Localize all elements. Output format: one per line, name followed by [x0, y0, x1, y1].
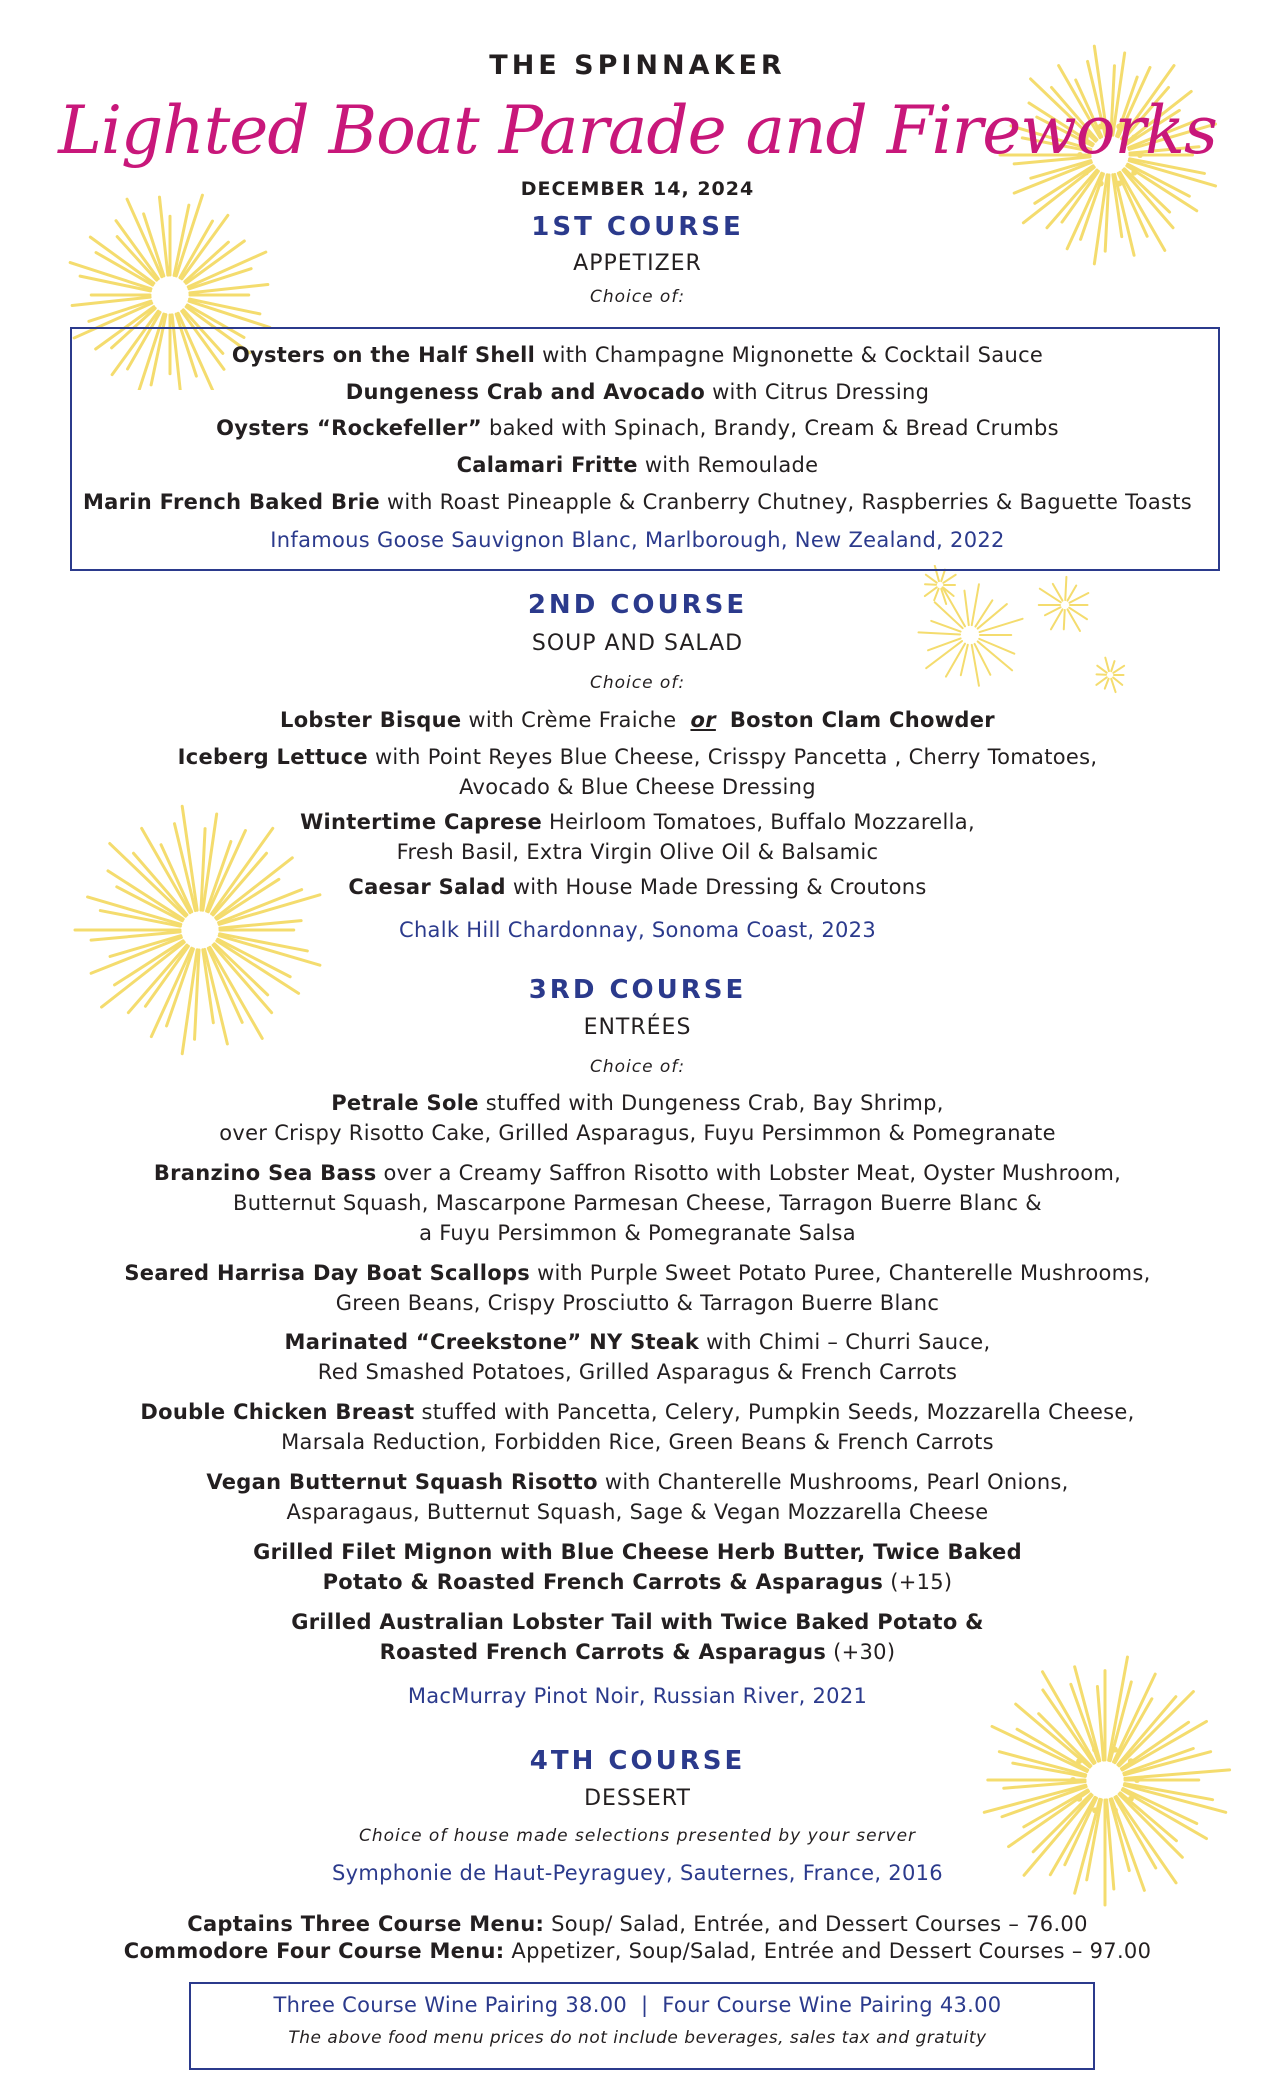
item-name: Caesar Salad — [348, 875, 506, 899]
wine-pairing-prices: Three Course Wine Pairing 38.00 | Four Course Wine Pairing 43.00 — [273, 1993, 1002, 2017]
course2-wine: Chalk Hill Chardonnay, Sonoma Coast, 2023 — [398, 918, 877, 942]
course4-wine: Symphonie de Haut-Peyraguey, Sauternes, France, 2016 — [332, 1861, 943, 1885]
item-desc: baked with Spinach, Brandy, Cream & Bread Crumbs — [481, 416, 1059, 440]
entree-item — [0, 1397, 1275, 1457]
bisque-name: Lobster Bisque — [280, 708, 462, 732]
course2-title: 2ND COURSE — [527, 590, 748, 620]
salad-item — [0, 872, 1275, 902]
appetizer-item — [0, 413, 1275, 443]
event-date: DECEMBER 14, 2024 — [520, 178, 755, 200]
item-desc: with Chimi – Churri Sauce, — [699, 1330, 991, 1354]
item-desc-line2: Marsala Reduction, Forbidden Rice, Green Beans & French Carrots — [281, 1430, 994, 1454]
item-desc-line2: Butternut Squash, Mascarpone Parmesan Cheese, Tarragon Buerre Blanc & — [233, 1191, 1042, 1215]
item-desc: with Purple Sweet Potato Puree, Chanterelle Mushrooms, — [530, 1261, 1151, 1285]
event-title: Lighted Boat Parade and Fireworks — [58, 92, 1217, 169]
entree-item — [0, 1158, 1275, 1248]
item-name: Petrale Sole — [331, 1091, 479, 1115]
filet-price: (+15) — [883, 1570, 953, 1594]
item-desc: stuffed with Pancetta, Celery, Pumpkin Seeds, Mozzarella Cheese, — [414, 1400, 1135, 1424]
lobster-line2: Roasted French Carrots & Asparagus — [379, 1640, 827, 1664]
appetizer-item — [0, 377, 1275, 407]
chowder-name: Boston Clam Chowder — [729, 708, 995, 732]
course4-choice: Choice of house made selections presented by your server — [358, 1826, 917, 1846]
soup-item — [0, 705, 1275, 735]
item-desc: with House Made Dressing & Croutons — [505, 875, 927, 899]
item-desc-line2: Asparagaus, Butternut Squash, Sage & Vegan Mozzarella Cheese — [286, 1500, 989, 1524]
lobster-line1: Grilled Australian Lobster Tail with Twice Baked Potato & — [291, 1610, 984, 1634]
item-desc: with Citrus Dressing — [705, 380, 930, 404]
entree-item — [0, 1327, 1275, 1387]
item-desc: stuffed with Dungeness Crab, Bay Shrimp, — [478, 1091, 944, 1115]
item-name: Branzino Sea Bass — [153, 1161, 377, 1185]
item-desc-line2: Avocado & Blue Cheese Dressing — [459, 775, 816, 799]
captains-desc: Soup/ Salad, Entrée, and Dessert Courses – 76.00 — [544, 1912, 1088, 1936]
item-name: Vegan Butternut Squash Risotto — [206, 1470, 598, 1494]
entree-item-filet — [0, 1537, 1275, 1597]
or-separator: or — [690, 708, 716, 732]
item-name: Marin French Baked Brie — [82, 490, 380, 514]
course3-title: 3RD COURSE — [528, 975, 747, 1005]
item-desc-line3: a Fuyu Persimmon & Pomegranate Salsa — [419, 1221, 856, 1245]
course3-subtitle: ENTRÉES — [583, 1015, 692, 1040]
item-name: Oysters “Rockefeller” — [216, 416, 482, 440]
entree-item — [0, 1088, 1275, 1148]
captains-menu-price — [0, 1909, 1275, 1939]
item-name: Oysters on the Half Shell — [231, 343, 536, 367]
item-desc: with Remoulade — [637, 453, 819, 477]
item-desc-line2: over Crispy Risotto Cake, Grilled Asparagus, Fuyu Persimmon & Pomegranate — [219, 1121, 1056, 1145]
course1-choice: Choice of: — [589, 287, 686, 307]
commodore-menu-price — [0, 1936, 1275, 1966]
bisque-desc: with Crème Fraiche — [461, 708, 677, 732]
course3-choice: Choice of: — [589, 1057, 686, 1077]
item-name: Dungeness Crab and Avocado — [345, 380, 706, 404]
item-desc: with Roast Pineapple & Cranberry Chutney, Raspberries & Baguette Toasts — [379, 490, 1193, 514]
entree-item — [0, 1467, 1275, 1527]
item-name: Calamari Fritte — [456, 453, 638, 477]
item-desc: with Champagne Mignonette & Cocktail Sauce — [535, 343, 1044, 367]
filet-line2: Potato & Roasted French Carrots & Asparagus — [322, 1570, 884, 1594]
course4-subtitle: DESSERT — [584, 1786, 691, 1811]
entree-item-lobster — [0, 1607, 1275, 1667]
course1-subtitle: APPETIZER — [573, 251, 702, 276]
item-name: Iceberg Lettuce — [177, 745, 368, 769]
filet-line1: Grilled Filet Mignon with Blue Cheese Herb Butter, Twice Baked — [253, 1540, 1022, 1564]
appetizer-item — [0, 340, 1275, 370]
captains-label: Captains Three Course Menu: — [187, 1912, 545, 1936]
course2-choice: Choice of: — [589, 673, 686, 693]
item-desc: with Chanterelle Mushrooms, Pearl Onions, — [597, 1470, 1069, 1494]
salad-item — [0, 807, 1275, 867]
course4-title: 4TH COURSE — [529, 1746, 746, 1776]
pricing-disclaimer: The above food menu prices do not include beverages, sales tax and gratuity — [288, 2028, 987, 2048]
commodore-label: Commodore Four Course Menu: — [123, 1939, 505, 1963]
item-name: Seared Harrisa Day Boat Scallops — [124, 1261, 531, 1285]
item-desc-line2: Red Smashed Potatoes, Grilled Asparagus & French Carrots — [317, 1360, 958, 1384]
item-name: Wintertime Caprese — [300, 810, 543, 834]
item-desc-line2: Fresh Basil, Extra Virgin Olive Oil & Balsamic — [396, 840, 879, 864]
commodore-desc: Appetizer, Soup/Salad, Entrée and Dessert Courses – 97.00 — [504, 1939, 1152, 1963]
course2-subtitle: SOUP AND SALAD — [531, 631, 744, 656]
item-desc: Heirloom Tomatoes, Buffalo Mozzarella, — [542, 810, 975, 834]
item-desc-line2: Green Beans, Crispy Prosciutto & Tarragon Buerre Blanc — [335, 1291, 940, 1315]
item-name: Double Chicken Breast — [140, 1400, 415, 1424]
course3-wine: MacMurray Pinot Noir, Russian River, 2021 — [407, 1684, 868, 1708]
lobster-price: (+30) — [826, 1640, 896, 1664]
item-desc: with Point Reyes Blue Cheese, Crisspy Pancetta , Cherry Tomatoes, — [367, 745, 1098, 769]
appetizer-item — [0, 487, 1275, 517]
salad-item — [0, 742, 1275, 802]
appetizer-item — [0, 450, 1275, 480]
course1-wine: Infamous Goose Sauvignon Blanc, Marlborough, New Zealand, 2022 — [270, 528, 1005, 552]
item-desc: over a Creamy Saffron Risotto with Lobster Meat, Oyster Mushroom, — [376, 1161, 1122, 1185]
restaurant-name: THE SPINNAKER — [489, 50, 786, 81]
item-name: Marinated “Creekstone” NY Steak — [284, 1330, 700, 1354]
course1-title: 1ST COURSE — [531, 212, 744, 242]
entree-item — [0, 1258, 1275, 1318]
